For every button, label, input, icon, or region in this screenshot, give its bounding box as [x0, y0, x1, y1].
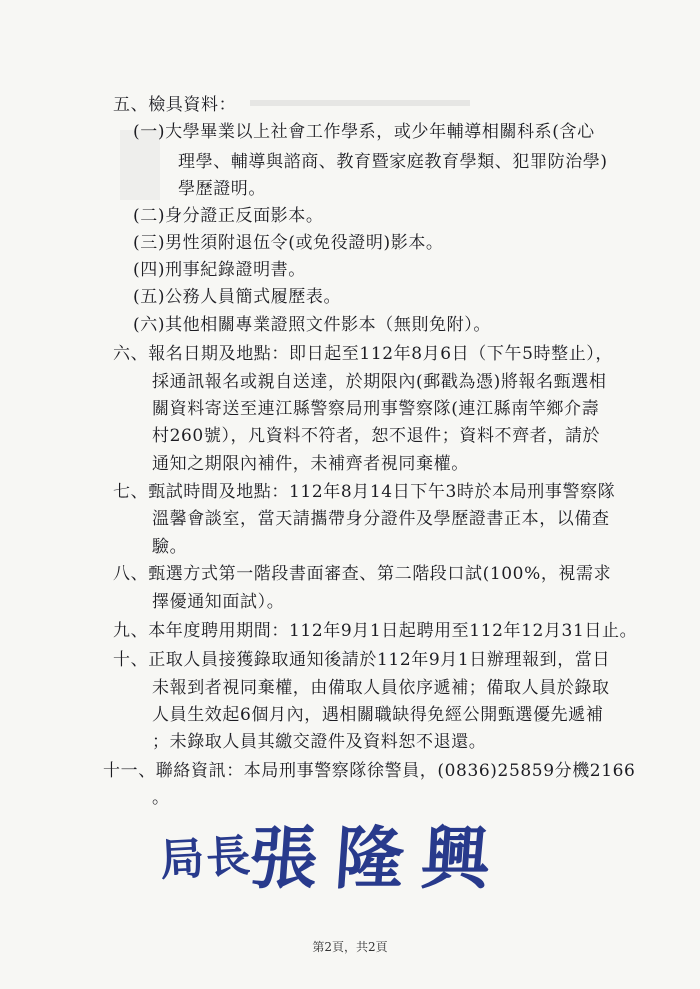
section-8-continued: 擇優通知面試）。	[152, 592, 285, 612]
section-11-continued: 。	[152, 788, 170, 808]
list-item: (三)男性須附退伍令(或免役證明)影本。	[133, 233, 444, 253]
bleed-through-shadow	[250, 100, 470, 106]
list-item: (六)其他相關專業證照文件影本（無則免附）。	[133, 315, 491, 335]
section-6: 六、報名日期及地點：即日起至112年8月6日（下午5時整止），	[113, 344, 613, 364]
section-6-continued: 採通訊報名或親自送達，於期限內(郵戳為憑)將報名甄選相	[152, 372, 607, 392]
section-10-continued: 人員生效起6個月內，遇相關職缺得免經公開甄選優先遞補	[152, 705, 604, 725]
section-8: 八、甄選方式第一階段書面審查、第二階段口試(100%，視需求	[113, 564, 612, 584]
section-10: 十、正取人員接獲錄取通知後請於112年9月1日辦理報到，當日	[113, 650, 611, 670]
section-7-continued: 溫馨會談室，當天請攜帶身分證件及學歷證書正本，以備查	[152, 509, 610, 529]
section-7-continued: 驗。	[152, 537, 188, 557]
section-10-continued: ；未錄取人員其繳交證件及資料恕不退還。	[152, 732, 487, 752]
list-item: (二)身分證正反面影本。	[133, 206, 324, 226]
signature-name-stamp: 張隆興	[246, 819, 511, 899]
page-number: 第2頁，共2頁	[312, 940, 388, 954]
list-item-continued: 學歷證明。	[178, 179, 266, 199]
signature-title-stamp: 局長	[158, 830, 254, 887]
list-item-continued: 理學、輔導與諮商、教育暨家庭教育學類、犯罪防治學)	[178, 152, 608, 172]
section-7: 七、甄試時間及地點：112年8月14日下午3時於本局刑事警察隊	[113, 482, 616, 502]
section-6-continued: 關資料寄送至連江縣警察局刑事警察隊(連江縣南竿鄉介壽	[152, 399, 600, 419]
list-item: (四)刑事紀錄證明書。	[133, 260, 306, 280]
section-6-continued: 村260號），凡資料不符者，恕不退件；資料不齊者，請於	[152, 426, 601, 446]
list-item: (一)大學畢業以上社會工作學系，或少年輔導相關科系(含心	[133, 122, 595, 142]
list-item: (五)公務人員簡式履歷表。	[133, 287, 342, 307]
section-9: 九、本年度聘用期間：112年9月1日起聘用至112年12月31日止。	[113, 621, 638, 641]
section-5-heading: 五、檢具資料：	[113, 95, 237, 115]
section-11: 十一、聯絡資訊：本局刑事警察隊徐警員，(0836)25859分機2166	[103, 761, 636, 781]
section-10-continued: 未報到者視同棄權，由備取人員依序遞補；備取人員於錄取	[152, 678, 610, 698]
section-6-continued: 通知之期限內補件，未補齊者視同棄權。	[152, 454, 469, 474]
